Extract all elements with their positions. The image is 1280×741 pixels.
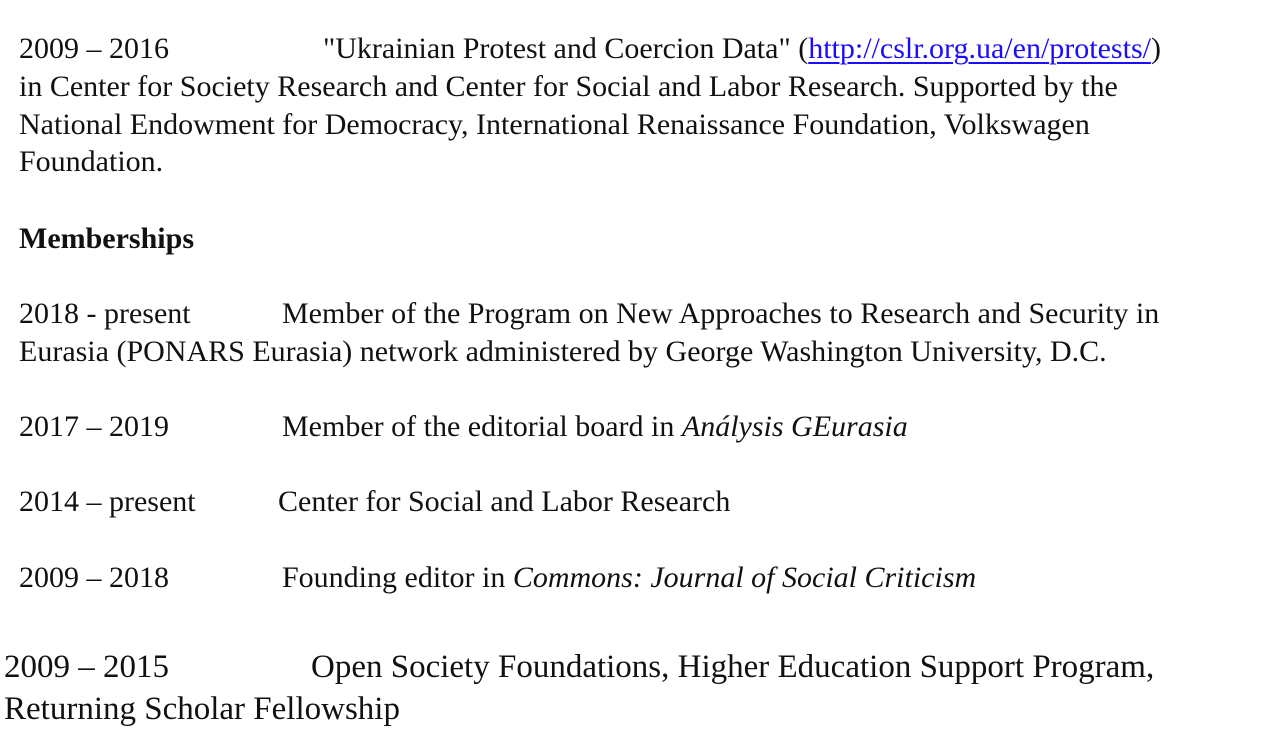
project-entry-line3: National Endowment for Democracy, International Renaissance Foundation, Volkswagen — [19, 108, 1090, 141]
membership-2-text-plain: Member of the editorial board in — [282, 410, 682, 443]
membership-1-text-line1: Member of the Program on New Approaches to Research and Security in — [282, 297, 1160, 330]
close-paren: ) — [1150, 32, 1161, 65]
membership-4-journal-title: Commons: Journal of Social Criticism — [512, 561, 977, 594]
membership-5-date: 2009 – 2015 — [4, 649, 169, 685]
membership-3-text: Center for Social and Labor Research — [278, 485, 731, 518]
memberships-heading: Memberships — [19, 222, 194, 255]
membership-5-text-line1: Open Society Foundations, Higher Education Support Program, — [311, 649, 1155, 685]
open-paren: ( — [798, 32, 809, 65]
project-date: 2009 – 2016 — [19, 32, 169, 65]
membership-4-text — [282, 559, 976, 597]
project-title-line — [323, 30, 1161, 68]
project-entry-line4: Foundation. — [19, 145, 164, 178]
membership-4-date: 2009 – 2018 — [19, 561, 169, 594]
membership-1-date: 2018 - present — [19, 297, 191, 330]
project-entry-line1 — [19, 30, 169, 68]
membership-3-date: 2014 – present — [19, 485, 196, 518]
project-entry-line2: in Center for Society Research and Center for Social and Labor Research. Supported by the — [19, 70, 1118, 103]
membership-2-journal-title: Análysis GEurasia — [681, 410, 908, 443]
membership-2-date: 2017 – 2019 — [19, 410, 169, 443]
membership-1-text-line2: Eurasia (PONARS Eurasia) network administered by George Washington University, D.C. — [19, 335, 1107, 368]
protests-data-link[interactable]: http://cslr.org.ua/en/protests/ — [808, 32, 1151, 65]
membership-2-text — [282, 408, 908, 446]
membership-5-text-line2: Returning Scholar Fellowship — [4, 691, 400, 727]
membership-4-text-plain: Founding editor in — [282, 561, 513, 594]
project-title: "Ukrainian Protest and Coercion Data" — [323, 32, 791, 65]
